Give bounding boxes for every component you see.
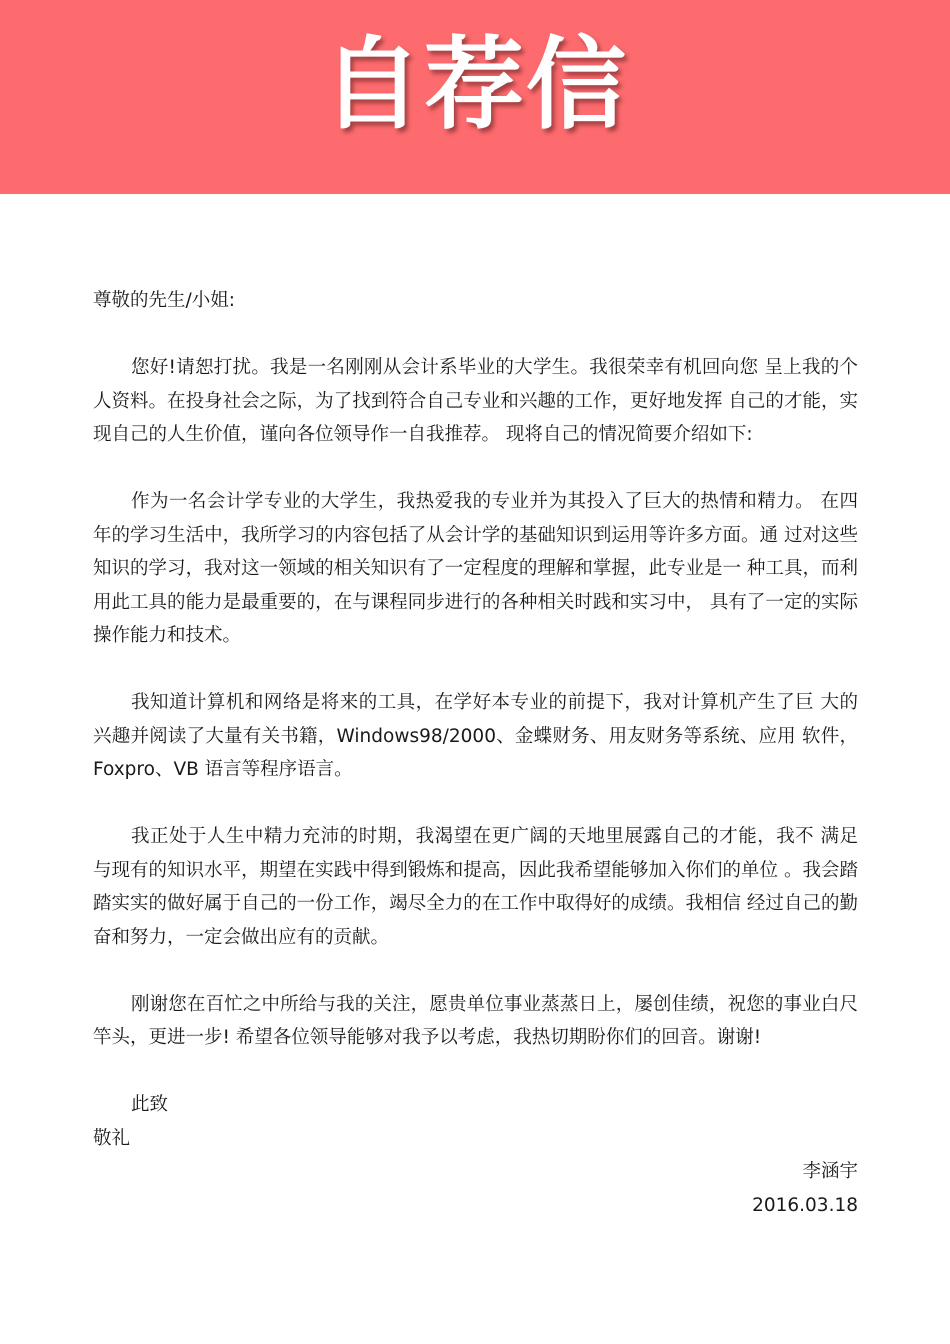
page-title: 自荐信 bbox=[322, 26, 628, 143]
header-banner bbox=[0, 0, 950, 194]
letter-closing-line1: 此致 bbox=[131, 1094, 169, 1115]
letter-body bbox=[93, 284, 858, 1222]
signature-name: 李涵宇 bbox=[802, 1161, 858, 1182]
letter-paragraph-aspiration: 我正处于人生中精力充沛的时期，我渴望在更广阔的天地里展露自己的才能，我不 满足与现有的知识水平，期望在实践中得到锻炼和提高，因此我希望能够加入你们的单位 。我会踏踏实实的做好属于自己的一份工作，竭尽全力的在工作中取得好的成绩。我相信 经过自己的勤奋和努力，一定会做出应有的贡献。 bbox=[93, 826, 858, 948]
letter-closing-line2: 敬礼 bbox=[93, 1127, 131, 1149]
letter-paragraph-thanks: 刚谢您在百忙之中所给与我的关注，愿贵单位事业蒸蒸日上，屡创佳绩，祝您的事业白尺竿头，更进一步! 希望各位领导能够对我予以考虑，我热切期盼你们的回音。谢谢! bbox=[93, 993, 858, 1048]
signature-date: 2016.03.18 bbox=[752, 1194, 858, 1216]
letter-paragraph-greeting: 您好!请恕打扰。我是一名刚刚从会计系毕业的大学生。我很荣幸有机回向您 呈上我的个人资料。在投身社会之际，为了找到符合自己专业和兴趣的工作，更好地发挥 自己的才能，实现自己的人生价值，谨向各位领导作一自我推荐。 现将自己的情况简要介绍如下: bbox=[93, 357, 858, 445]
letter-paragraph-computer-skills: 我知道计算机和网络是将来的工具，在学好本专业的前提下，我对计算机产生了巨 大的兴趣并阅读了大量有关书籍，Windows98/2000、金蝶财务、用友财务等系统、应用 软件，Foxpro、VB 语言等程序语言。 bbox=[93, 692, 858, 780]
letter-salutation: 尊敬的先生/小姐: bbox=[93, 290, 235, 311]
letter-paragraph-major: 作为一名会计学专业的大学生，我热爱我的专业并为其投入了巨大的热情和精力。 在四年的学习生活中，我所学习的内容包括了从会计学的基础知识到运用等许多方面。通 过对这些 知识的学习，我对这一领域的相关知识有了一定程度的理解和掌握，此专业是一 种工具，而利用此工具的能力是最重要的，在与课程同步进行的各种相关时践和实习中， 具有了一定的实际操作能力和技术。 bbox=[93, 491, 858, 646]
